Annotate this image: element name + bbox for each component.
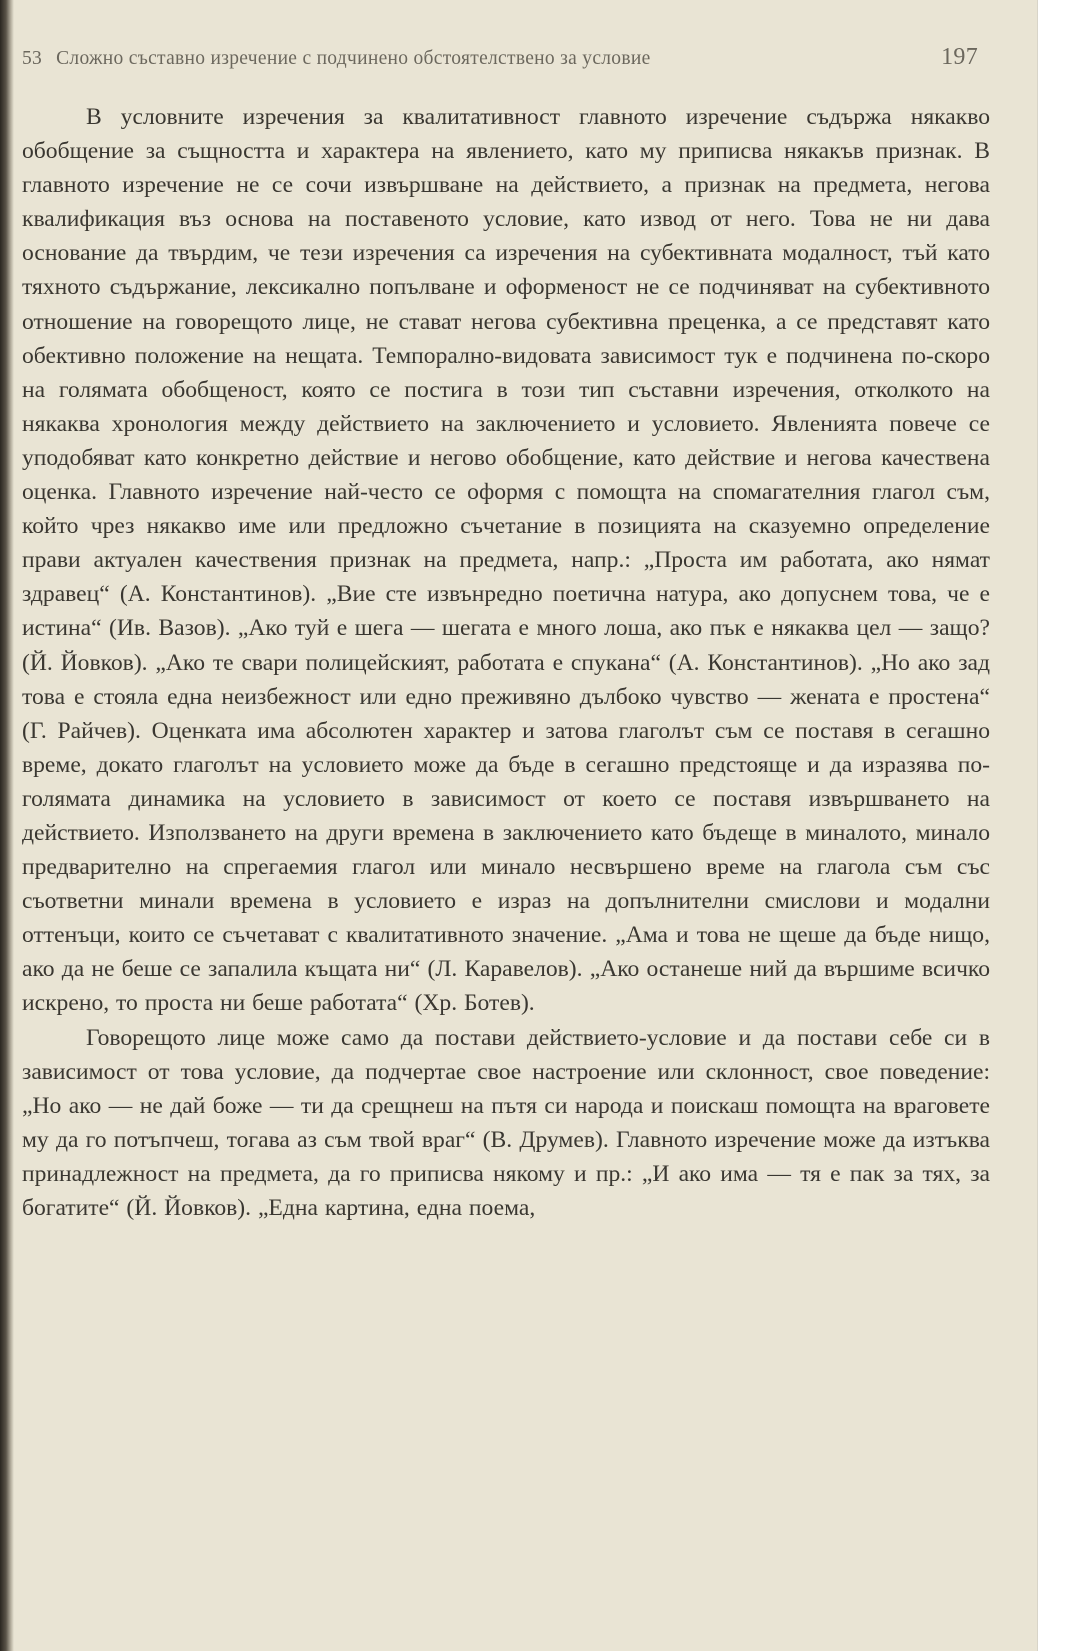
running-head xyxy=(22,44,990,78)
page-edge xyxy=(1037,0,1080,1651)
section-title: Сложно съставно изречение с подчинено обстоятелствено за условие xyxy=(56,48,651,69)
section-number: 53 xyxy=(22,48,43,69)
body-text xyxy=(22,100,990,1225)
page-content xyxy=(22,44,990,1225)
paragraph-1: В условните изречения за квалитативност главното изречение съдържа някакво обобщение за същността и характера на явлението, като му приписва някакъв признак. В главното изречение не се сочи извършване на действието, а признак на предмета, негова квалификация въз основа на поставеното условие, като извод от него. Това не ни дава основание да твърдим, че тези изречения са изречения на субективната модалност, тъй като тяхното съдържание, лексикално попълване и оформеност не се подчиняват на субективното отношение на говорещото лице, не стават негова субективна преценка, а се представят като обективно положение на нещата. Темпорално-видовата зависимост тук е подчинена по-скоро на голямата обобщеност, която се постига в този тип съставни изречения, отколкото на някаква хронология между действието на заключението и условието. Явленията повече се уподобяват като конкретно действие и негово обобщение, като действие и негова качествена оценка. Главното изречение най-често се оформя с помощта на спомагателния глагол съм, който чрез някакво име или предложно съчетание в позицията на сказуемно определение прави актуален качествения признак на предмета, напр.: „Проста им работата, ако нямат здравец“ (А. Константинов). „Вие сте извънредно поетична натура, ако допуснем това, че е истина“ (Ив. Вазов). „Ако туй е шега — шегата е много лоша, ако пък е някаква цел — защо? (Й. Йовков). „Ако те свари полицейският, работата е спукана“ (А. Константинов). „Но ако зад това е стояла една неизбежност или едно преживяно дълбоко чувство — жената е простена“ (Г. Райчев). Оценката има абсолютен характер и затова глаголът съм се поставя в сегашно време, докато глаголът на условието може да бъде в сегашно предстояще и да изразява по-голямата динамика на условието в зависимост от което се поставя извършването на действието. Използването на други времена в заключението като бъдеще в миналото, минало предварително на спрегаемия глагол или минало несвършено време на глагола съм със съответни минали времена в условието е израз на допълнителни смислови и модални оттенъци, които се съчетават с квалитативното значение. „Ама и това не щеше да бъде нищо, ако да не беше се запалила къщата ни“ (Л. Каравелов). „Ако останеше ний да вършиме всичко искрено, то проста ни беше работата“ (Хр. Ботев). xyxy=(22,104,990,1017)
running-head-left xyxy=(22,48,651,70)
page-number: 197 xyxy=(941,44,978,70)
paragraph-2: Говорещото лице може само да постави действието-условие и да постави себе си в зависимост от това условие, да подчертае свое настроение или склонност, свое поведение: „Но ако — не дай боже — ти да срещнеш на пътя си народа и поискаш помощта на враговете му да го потъпчеш, тогава аз съм твой враг“ (В. Друмев). Главното изречение може да изтъква принадлежност на предмета, да го приписва някому и пр.: „И ако има — тя е пак за тях, за богатите“ (Й. Йовков). „Една картина, една поема, xyxy=(22,1024,990,1221)
binding-shadow xyxy=(0,0,14,1651)
